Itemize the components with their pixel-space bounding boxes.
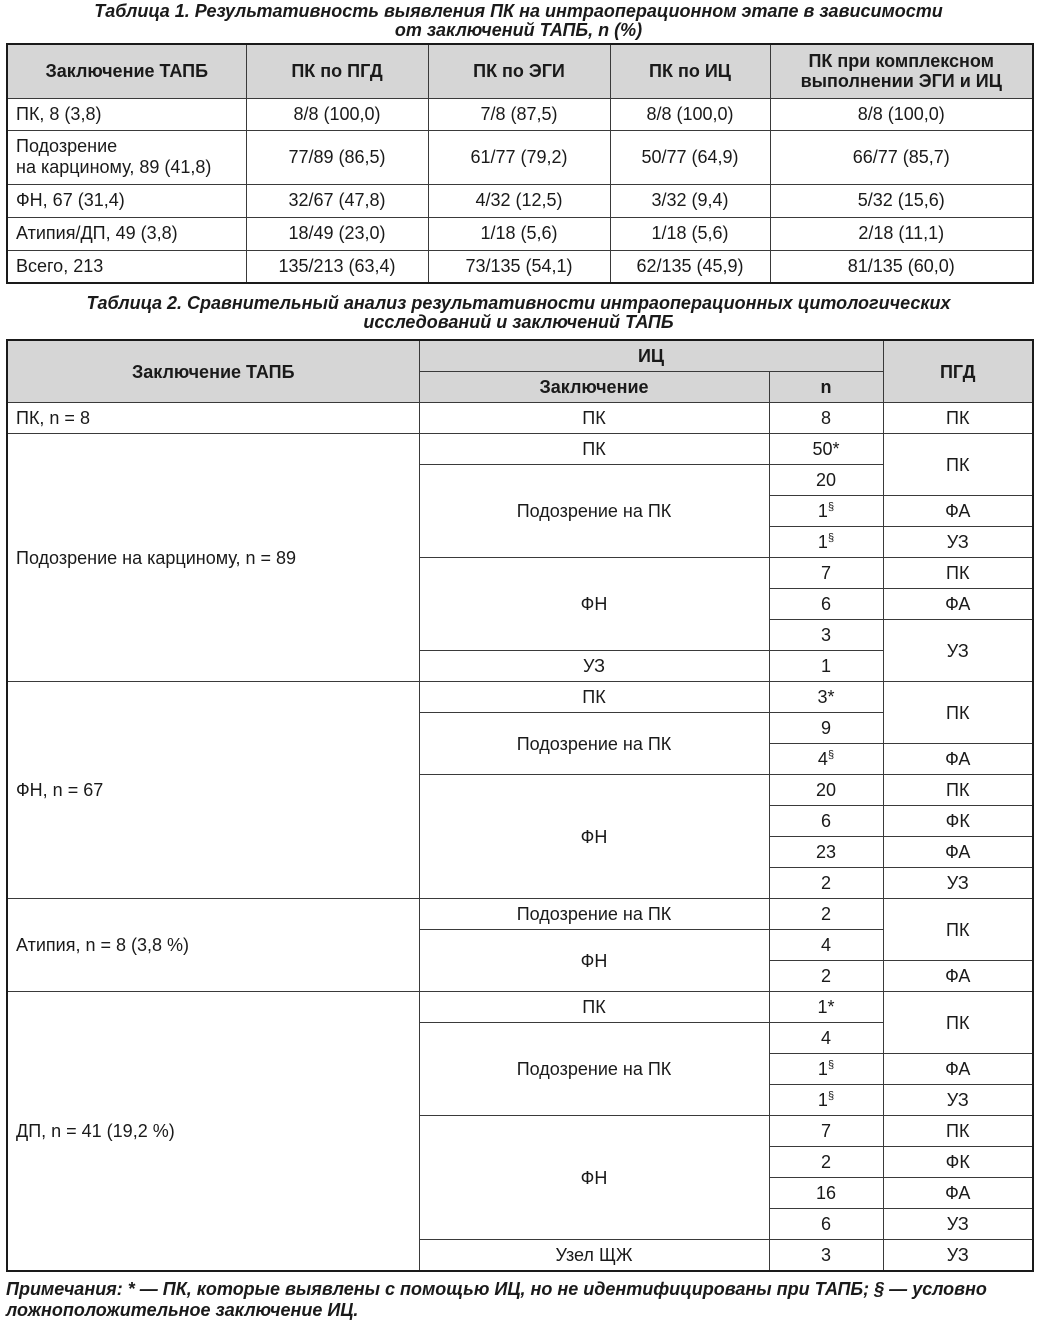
n-value: 1 xyxy=(817,1090,828,1110)
n-cell: 2 xyxy=(769,899,883,930)
pgd-cell: ПК xyxy=(883,775,1033,806)
pgd-cell: ФА xyxy=(883,1178,1033,1209)
table1-cell: 62/135 (45,9) xyxy=(610,250,770,283)
table2-caption xyxy=(0,294,1037,332)
pgd-cell: УЗ xyxy=(883,527,1033,558)
table1-cell-line: на карциному, 89 (41,8) xyxy=(16,157,212,177)
table2-header-pgd: ПГД xyxy=(883,340,1033,403)
table1-cell: 61/77 (79,2) xyxy=(428,130,610,184)
table-row xyxy=(7,130,1033,184)
pgd-cell: УЗ xyxy=(883,1240,1033,1272)
table1-cell: 1/18 (5,6) xyxy=(428,217,610,250)
n-cell: 9 xyxy=(769,713,883,744)
table1-cell: 32/67 (47,8) xyxy=(246,184,428,217)
section-mark: § xyxy=(827,1059,835,1071)
n-value: 50 xyxy=(812,439,833,459)
n-cell: 23 xyxy=(769,837,883,868)
table1-cell: 50/77 (64,9) xyxy=(610,130,770,184)
table-row xyxy=(7,403,1033,434)
footnote-line2: ложноположительное заключение ИЦ. xyxy=(6,1300,359,1320)
table1-cell: 135/213 (63,4) xyxy=(246,250,428,283)
table1-header-line: ПК при комплексном xyxy=(808,51,994,72)
table1-header xyxy=(770,44,1033,98)
n-value: 1 xyxy=(817,532,828,552)
table1 xyxy=(6,43,1034,284)
n-cell: 8 xyxy=(769,403,883,434)
pgd-cell: ФА xyxy=(883,744,1033,775)
table1-caption xyxy=(0,2,1037,40)
section-mark: § xyxy=(827,532,835,544)
section-mark: § xyxy=(827,1090,835,1102)
pgd-cell: ПК xyxy=(883,403,1033,434)
table1-header-row xyxy=(7,44,1033,98)
pgd-cell: ФК xyxy=(883,806,1033,837)
pgd-cell: УЗ xyxy=(883,1209,1033,1240)
table1-header: ПК по ПГД xyxy=(246,44,428,98)
table2-caption-line2: исследований и заключений ТАПБ xyxy=(363,312,674,332)
table1-cell: 4/32 (12,5) xyxy=(428,184,610,217)
table1-cell: 81/135 (60,0) xyxy=(770,250,1033,283)
section-mark: § xyxy=(827,749,835,761)
table-row xyxy=(7,899,1033,930)
pgd-cell: УЗ xyxy=(883,868,1033,899)
ic-conclusion: Подозрение на ПК xyxy=(419,899,769,930)
n-value: 3 xyxy=(817,687,828,707)
pgd-cell: ПК xyxy=(883,899,1033,961)
table1-header: ПК по ИЦ xyxy=(610,44,770,98)
ic-conclusion: ФН xyxy=(419,775,769,899)
table2-header-tapb: Заключение ТАПБ xyxy=(7,340,419,403)
table1-cell: ПК, 8 (3,8) xyxy=(7,98,246,130)
group-label: ФН, n = 67 xyxy=(7,682,419,899)
table2 xyxy=(6,339,1034,1272)
n-cell xyxy=(769,682,883,713)
ic-conclusion: Узел ЩЖ xyxy=(419,1240,769,1272)
table1-cell: 8/8 (100,0) xyxy=(770,98,1033,130)
n-cell: 6 xyxy=(769,589,883,620)
n-cell: 4 xyxy=(769,930,883,961)
pgd-cell: ПК xyxy=(883,992,1033,1054)
n-cell xyxy=(769,527,883,558)
n-cell xyxy=(769,434,883,465)
group-label: ПК, n = 8 xyxy=(7,403,419,434)
table1-cell: 18/49 (23,0) xyxy=(246,217,428,250)
n-cell: 3 xyxy=(769,620,883,651)
table2-header-conclusion: Заключение xyxy=(419,372,769,403)
table1-cell: 2/18 (11,1) xyxy=(770,217,1033,250)
table1-cell-line: Подозрение xyxy=(16,136,118,156)
footnote-line1: Примечания: * — ПК, которые выявлены с помощью ИЦ, но не идентифицированы при ТАПБ; § — условно xyxy=(6,1279,987,1299)
footnote xyxy=(6,1279,1032,1321)
ic-conclusion: ФН xyxy=(419,1116,769,1240)
table-row xyxy=(7,434,1033,465)
table2-header-row xyxy=(7,340,1033,372)
ic-conclusion: ПК xyxy=(419,434,769,465)
table1-cell: 1/18 (5,6) xyxy=(610,217,770,250)
section-mark: § xyxy=(827,501,835,513)
table1-header: Заключение ТАПБ xyxy=(7,44,246,98)
pgd-cell: ПК xyxy=(883,1116,1033,1147)
table1-cell: 7/8 (87,5) xyxy=(428,98,610,130)
n-value: 4 xyxy=(817,749,828,769)
table2-header-n: n xyxy=(769,372,883,403)
star-mark: * xyxy=(827,997,835,1017)
group-label: Атипия, n = 8 (3,8 %) xyxy=(7,899,419,992)
n-cell: 7 xyxy=(769,558,883,589)
ic-conclusion: ПК xyxy=(419,682,769,713)
table1-cell: 5/32 (15,6) xyxy=(770,184,1033,217)
table1-cell: Всего, 213 xyxy=(7,250,246,283)
table-row xyxy=(7,98,1033,130)
pgd-cell: ПК xyxy=(883,434,1033,496)
table1-header: ПК по ЭГИ xyxy=(428,44,610,98)
table1-cell xyxy=(7,130,246,184)
n-cell xyxy=(769,496,883,527)
n-value: 1 xyxy=(817,1059,828,1079)
table2-header-ic: ИЦ xyxy=(419,340,883,372)
ic-conclusion: ФН xyxy=(419,558,769,651)
pgd-cell: ФА xyxy=(883,961,1033,992)
ic-conclusion: Подозрение на ПК xyxy=(419,1023,769,1116)
n-value: 1 xyxy=(817,501,828,521)
n-cell: 1 xyxy=(769,651,883,682)
ic-conclusion: ПК xyxy=(419,992,769,1023)
pgd-cell: УЗ xyxy=(883,1085,1033,1116)
table-row xyxy=(7,250,1033,283)
pgd-cell: ФА xyxy=(883,589,1033,620)
table1-cell: 77/89 (86,5) xyxy=(246,130,428,184)
table1-header-line: выполнении ЭГИ и ИЦ xyxy=(800,71,1002,92)
pgd-cell: ФА xyxy=(883,837,1033,868)
n-cell: 2 xyxy=(769,1147,883,1178)
n-cell: 7 xyxy=(769,1116,883,1147)
table1-caption-line2: от заключений ТАПБ, n (%) xyxy=(394,20,643,40)
table-row xyxy=(7,992,1033,1023)
star-mark: * xyxy=(827,687,835,707)
table1-cell: Атипия/ДП, 49 (3,8) xyxy=(7,217,246,250)
n-cell xyxy=(769,1085,883,1116)
table1-cell: 3/32 (9,4) xyxy=(610,184,770,217)
ic-conclusion: ФН xyxy=(419,930,769,992)
n-cell: 2 xyxy=(769,868,883,899)
n-value: 1 xyxy=(817,997,828,1017)
n-cell: 20 xyxy=(769,775,883,806)
table1-cell: 8/8 (100,0) xyxy=(246,98,428,130)
table-row xyxy=(7,682,1033,713)
ic-conclusion: ПК xyxy=(419,403,769,434)
n-cell xyxy=(769,1054,883,1085)
pgd-cell: ФА xyxy=(883,496,1033,527)
n-cell: 4 xyxy=(769,1023,883,1054)
table-row xyxy=(7,217,1033,250)
ic-conclusion: УЗ xyxy=(419,651,769,682)
table1-caption-line1: Таблица 1. Результативность выявления ПК на интраоперационном этапе в зависимости xyxy=(94,1,943,21)
pgd-cell: ПК xyxy=(883,682,1033,744)
table1-cell: 8/8 (100,0) xyxy=(610,98,770,130)
table-row xyxy=(7,184,1033,217)
table2-caption-line1: Таблица 2. Сравнительный анализ результативности интраоперационных цитологических xyxy=(86,293,951,313)
n-cell: 2 xyxy=(769,961,883,992)
group-label: ДП, n = 41 (19,2 %) xyxy=(7,992,419,1272)
n-cell: 6 xyxy=(769,806,883,837)
ic-conclusion: Подозрение на ПК xyxy=(419,713,769,775)
pgd-cell: ФК xyxy=(883,1147,1033,1178)
n-cell xyxy=(769,992,883,1023)
table1-cell: ФН, 67 (31,4) xyxy=(7,184,246,217)
table1-cell: 66/77 (85,7) xyxy=(770,130,1033,184)
n-cell: 6 xyxy=(769,1209,883,1240)
pgd-cell: УЗ xyxy=(883,620,1033,682)
pgd-cell: ПК xyxy=(883,558,1033,589)
n-cell: 16 xyxy=(769,1178,883,1209)
pgd-cell: ФА xyxy=(883,1054,1033,1085)
n-cell: 3 xyxy=(769,1240,883,1272)
n-cell: 20 xyxy=(769,465,883,496)
ic-conclusion: Подозрение на ПК xyxy=(419,465,769,558)
n-cell xyxy=(769,744,883,775)
star-mark: * xyxy=(832,439,840,459)
table1-cell: 73/135 (54,1) xyxy=(428,250,610,283)
group-label: Подозрение на карциному, n = 89 xyxy=(7,434,419,682)
